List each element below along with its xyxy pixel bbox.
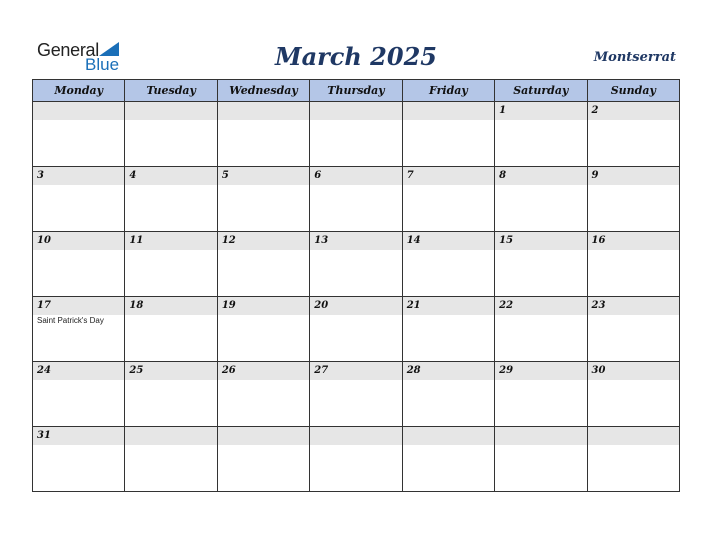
weekday-header-thursday: Thursday [310,80,402,102]
day-number-band [125,167,216,185]
day-cell [217,362,309,427]
day-cell [402,362,494,427]
day-number: 8 [499,170,507,181]
day-number-band [403,102,494,120]
day-number-band [310,297,401,315]
day-number: 6 [314,170,322,181]
day-number-band [218,297,309,315]
day-cell [33,232,125,297]
day-number-band [310,167,401,185]
day-cell [402,167,494,232]
day-number-band [125,232,216,250]
day-number-band [33,362,124,380]
day-number-band [588,297,679,315]
week-row [33,297,680,362]
day-number: 19 [221,300,236,311]
day-number-band [495,167,586,185]
day-number-band [403,427,494,445]
day-cell [495,232,587,297]
week-row [33,102,680,167]
day-number: 21 [406,300,421,311]
day-number-band [403,167,494,185]
day-number: 1 [499,105,507,116]
day-number: 14 [406,235,421,246]
day-number: 18 [129,300,144,311]
day-number: 29 [499,365,514,376]
day-number: 10 [37,235,51,246]
day-number: 31 [37,430,51,441]
day-number-band [403,362,494,380]
day-cell [495,297,587,362]
day-cell [587,167,679,232]
day-cell [402,232,494,297]
day-number: 28 [406,365,421,376]
day-cell [33,362,125,427]
day-cell [402,102,494,167]
day-number-band [495,102,586,120]
day-number: 2 [591,105,599,116]
weekday-header-row [33,80,680,102]
day-number: 4 [129,170,137,181]
day-number-band [33,232,124,250]
day-cell [125,297,217,362]
day-cell [33,102,125,167]
day-number-band [310,427,401,445]
day-number-band [33,167,124,185]
day-cell [33,427,125,492]
day-number: 23 [591,300,606,311]
day-number-band [495,427,586,445]
day-number: 16 [591,235,606,246]
day-number-band [495,232,586,250]
day-number-band [588,362,679,380]
day-number-band [33,297,124,315]
day-number-band [125,297,216,315]
day-number: 7 [406,170,414,181]
day-number: 9 [591,170,599,181]
day-cell [125,102,217,167]
day-number-band [495,297,586,315]
day-number: 22 [499,300,514,311]
day-number: 13 [314,235,329,246]
day-cell [33,167,125,232]
calendar-title: March 2025 [275,42,437,71]
day-cell [217,167,309,232]
day-cell [125,232,217,297]
day-number-band [218,232,309,250]
day-cell [125,427,217,492]
day-cell [310,362,402,427]
weekday-header-wednesday: Wednesday [217,80,309,102]
day-number: 27 [314,365,329,376]
weekday-header-friday: Friday [402,80,494,102]
week-row [33,427,680,492]
day-cell [587,232,679,297]
day-number: 11 [129,235,144,246]
day-cell [125,167,217,232]
day-number-band [403,232,494,250]
weekday-header-sunday: Sunday [587,80,679,102]
day-cell [402,297,494,362]
day-cell [587,427,679,492]
day-cell [495,362,587,427]
day-number-band [588,102,679,120]
country-name: Montserrat [593,50,676,65]
day-number: 17 [37,300,51,311]
day-number-band [125,362,216,380]
day-cell [587,362,679,427]
day-number-band [125,102,216,120]
logo-word-general: General [37,40,99,60]
day-cell [310,427,402,492]
day-cell [495,102,587,167]
day-number: 5 [221,170,229,181]
day-cell [587,102,679,167]
day-number: 24 [37,365,51,376]
day-number: 30 [591,365,606,376]
weekday-header-tuesday: Tuesday [125,80,217,102]
day-cell [495,427,587,492]
holiday-label: Saint Patrick's Day [37,316,104,325]
day-number-band [403,297,494,315]
weekday-header-saturday: Saturday [495,80,587,102]
week-row [33,362,680,427]
day-cell [217,232,309,297]
day-cell [310,232,402,297]
day-number-band [588,232,679,250]
day-number-band [310,102,401,120]
day-number-band [125,427,216,445]
day-number-band [218,427,309,445]
day-number-band [310,362,401,380]
day-number-band [218,362,309,380]
day-number: 25 [129,365,144,376]
day-cell [217,297,309,362]
day-cell [125,362,217,427]
day-number: 26 [221,365,236,376]
day-number-band [33,102,124,120]
day-cell [217,427,309,492]
calendar-grid [32,79,680,492]
day-number-band [588,427,679,445]
week-row [33,167,680,232]
day-cell [495,167,587,232]
calendar-body [33,102,680,492]
day-number: 12 [221,235,236,246]
day-cell [33,297,125,362]
day-number: 15 [499,235,514,246]
day-cell [402,427,494,492]
day-number-band [218,102,309,120]
day-number-band [495,362,586,380]
day-cell [310,102,402,167]
day-number-band [218,167,309,185]
day-number: 20 [314,300,329,311]
week-row [33,232,680,297]
logo-word-blue: Blue [85,55,120,74]
day-cell [587,297,679,362]
weekday-header-monday: Monday [33,80,125,102]
day-cell [310,167,402,232]
day-number-band [33,427,124,445]
day-number-band [588,167,679,185]
day-number-band [310,232,401,250]
day-cell [217,102,309,167]
day-cell [310,297,402,362]
day-number: 3 [37,170,44,181]
